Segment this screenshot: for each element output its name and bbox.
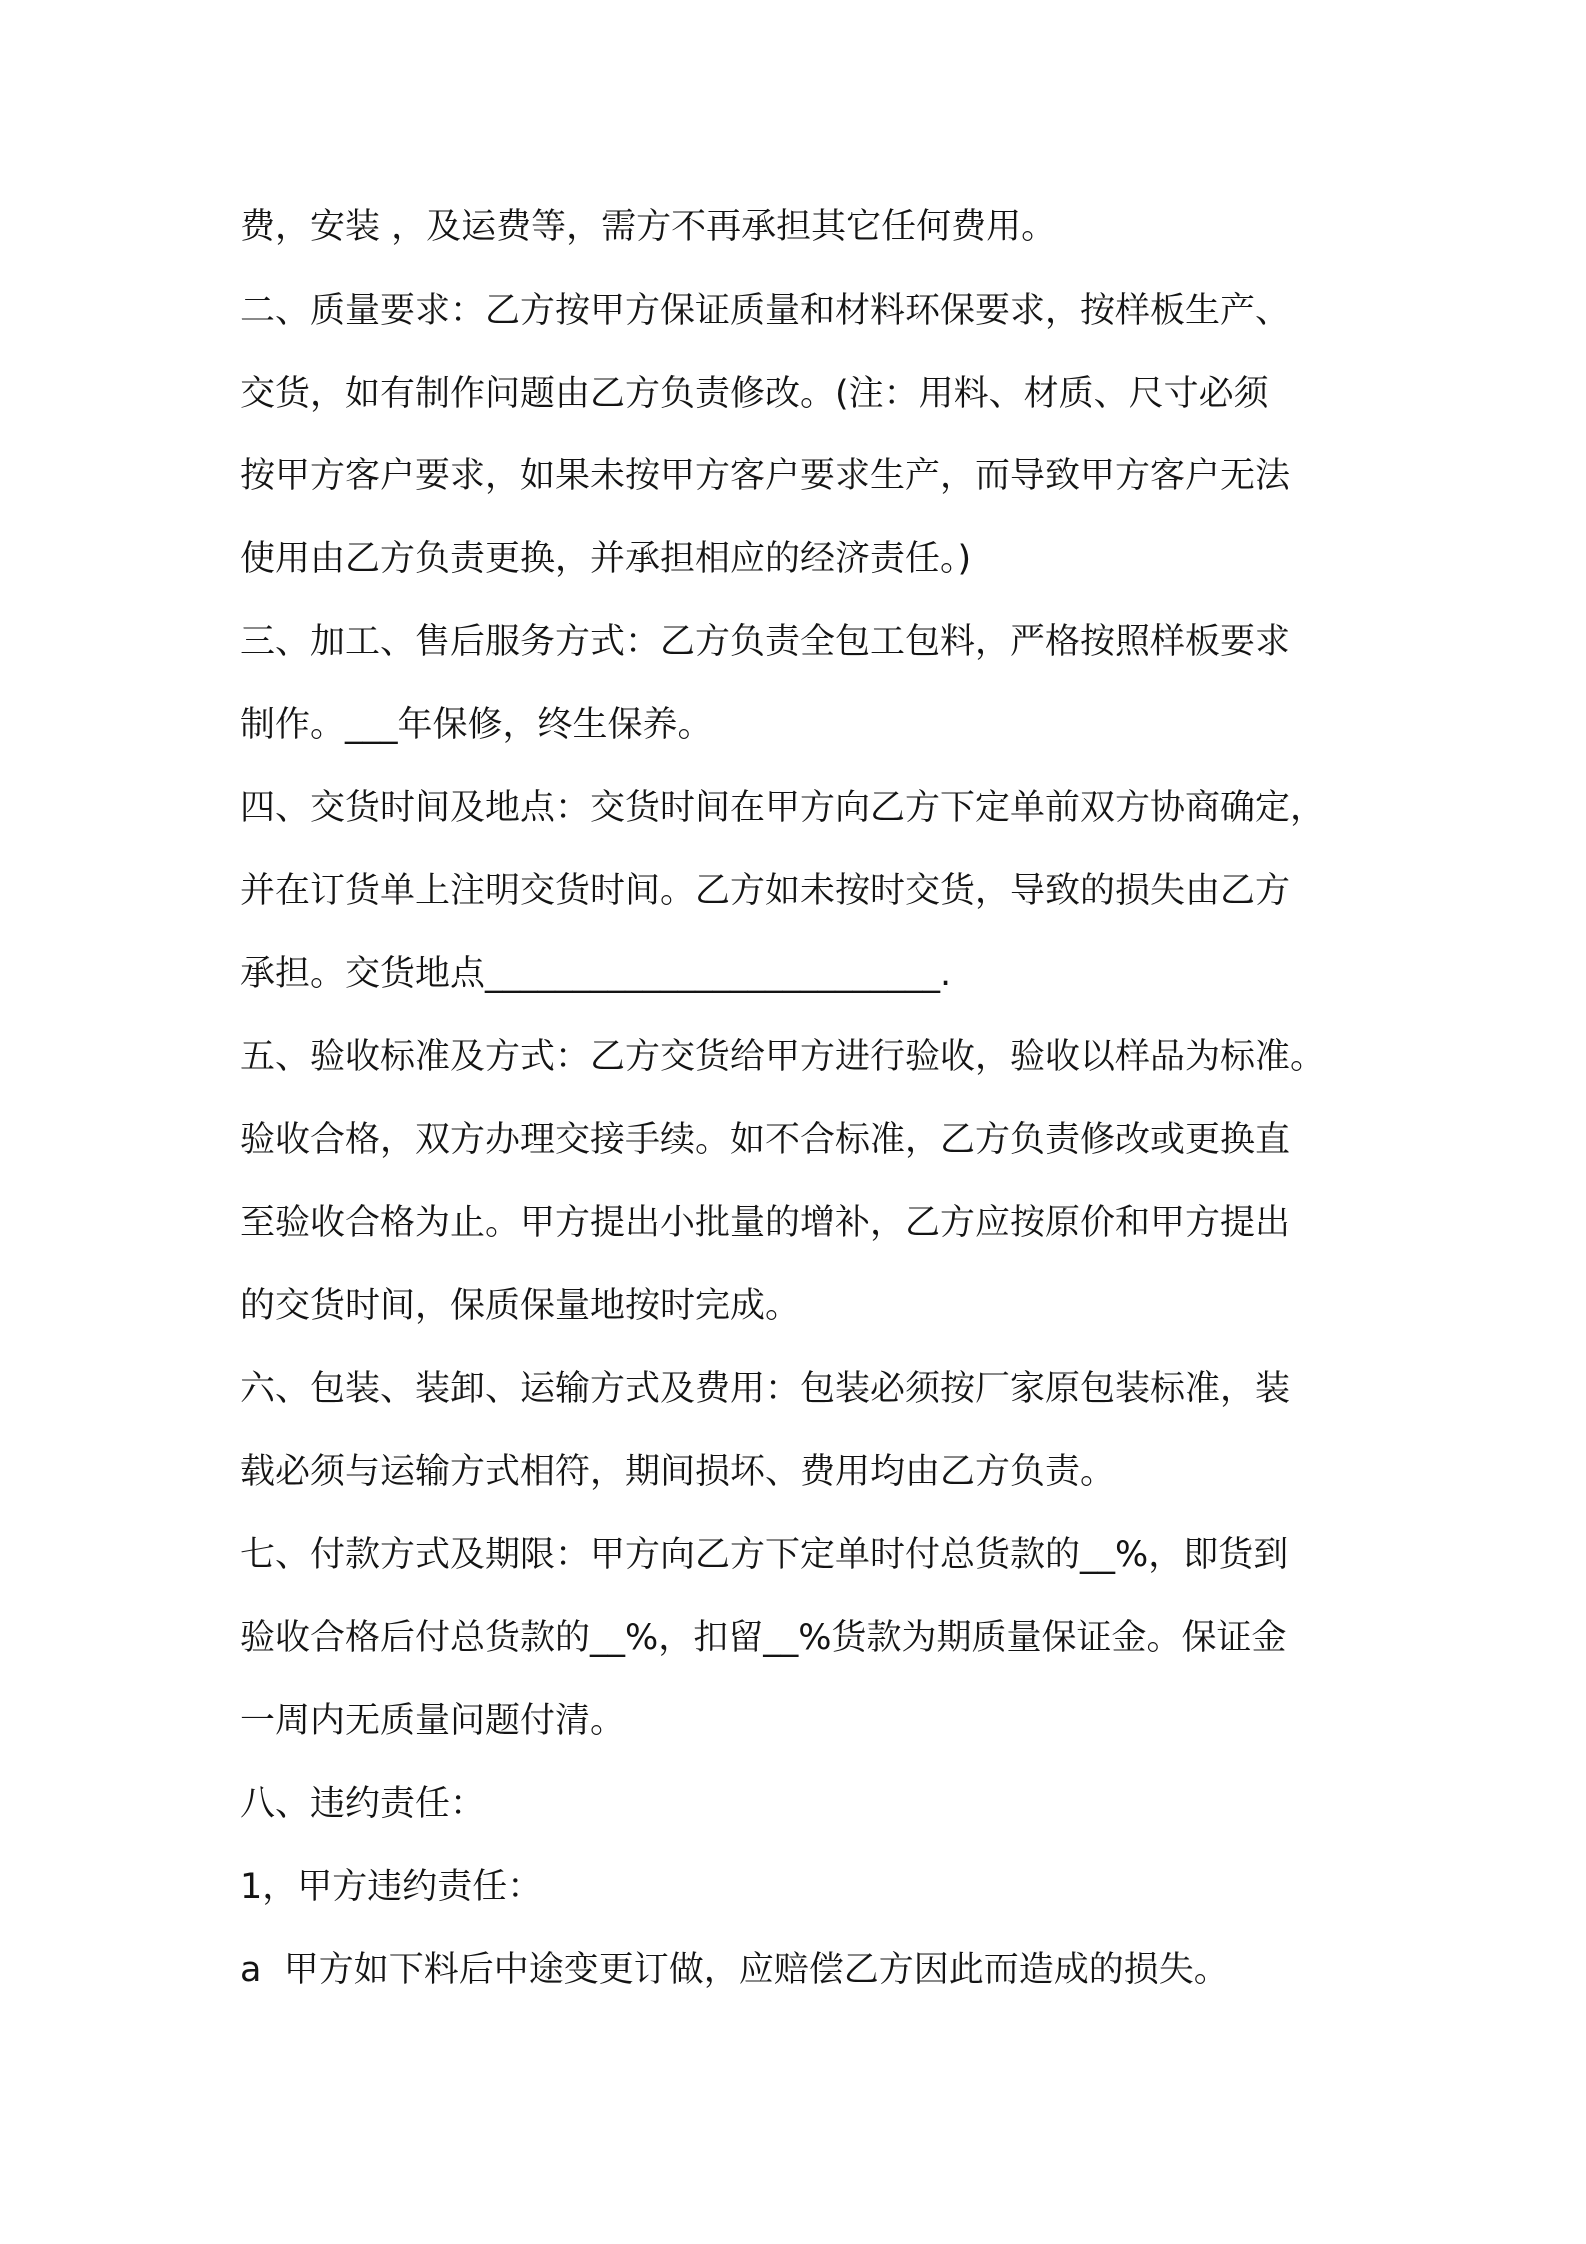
text-line: 承担。交货地点__________________________.: [240, 954, 952, 994]
text-line: 使用由乙方负责更换，并承担相应的经济责任。): [240, 539, 972, 579]
text-line: 载必须与运输方式相符，期间损坏、费用均由乙方负责。: [240, 1452, 1116, 1492]
text-line: 三、加工、售后服务方式：乙方负责全包工包料，严格按照样板要求: [240, 622, 1291, 662]
text-line: 验收合格后付总货款的__%，扣留__%货款为期质量保证金。保证金: [240, 1618, 1287, 1658]
text-line: a 甲方如下料后中途变更订做，应赔偿乙方因此而造成的损失。: [240, 1950, 1229, 1990]
text-line: 七、付款方式及期限：甲方向乙方下定单时付总货款的__%，即货到: [240, 1535, 1289, 1575]
text-line: 八、违约责任：: [240, 1784, 486, 1824]
text-line: 至验收合格为止。甲方提出小批量的增补，乙方应按原价和甲方提出: [240, 1203, 1291, 1243]
text-line: 验收合格，双方办理交接手续。如不合标准，乙方负责修改或更换直: [240, 1120, 1291, 1160]
text-line: 的交货时间，保质保量地按时完成。: [240, 1286, 801, 1326]
text-line: 1，甲方违约责任：: [240, 1867, 543, 1907]
text-line: 一周内无质量问题付清。: [240, 1701, 626, 1741]
text-line: 费，安装 ，及运费等，需方不再承担其它任何费用。: [240, 207, 1057, 247]
text-line: 六、包装、装卸、运输方式及费用：包装必须按厂家原包装标准，装: [240, 1369, 1291, 1409]
text-line: 制作。___年保修，终生保养。: [240, 705, 713, 745]
text-line: 二、质量要求：乙方按甲方保证质量和材料环保要求，按样板生产、: [240, 291, 1291, 331]
text-line: 并在订货单上注明交货时间。乙方如未按时交货，导致的损失由乙方: [240, 871, 1291, 911]
text-line: 按甲方客户要求，如果未按甲方客户要求生产，而导致甲方客户无法: [240, 456, 1291, 496]
text-line: 交货，如有制作问题由乙方负责修改。(注：用料、材质、尺寸必须: [240, 374, 1269, 414]
text-line: 五、验收标准及方式：乙方交货给甲方进行验收，验收以样品为标准。: [240, 1037, 1326, 1077]
text-line: 四、交货时间及地点：交货时间在甲方向乙方下定单前双方协商确定，: [240, 788, 1326, 828]
